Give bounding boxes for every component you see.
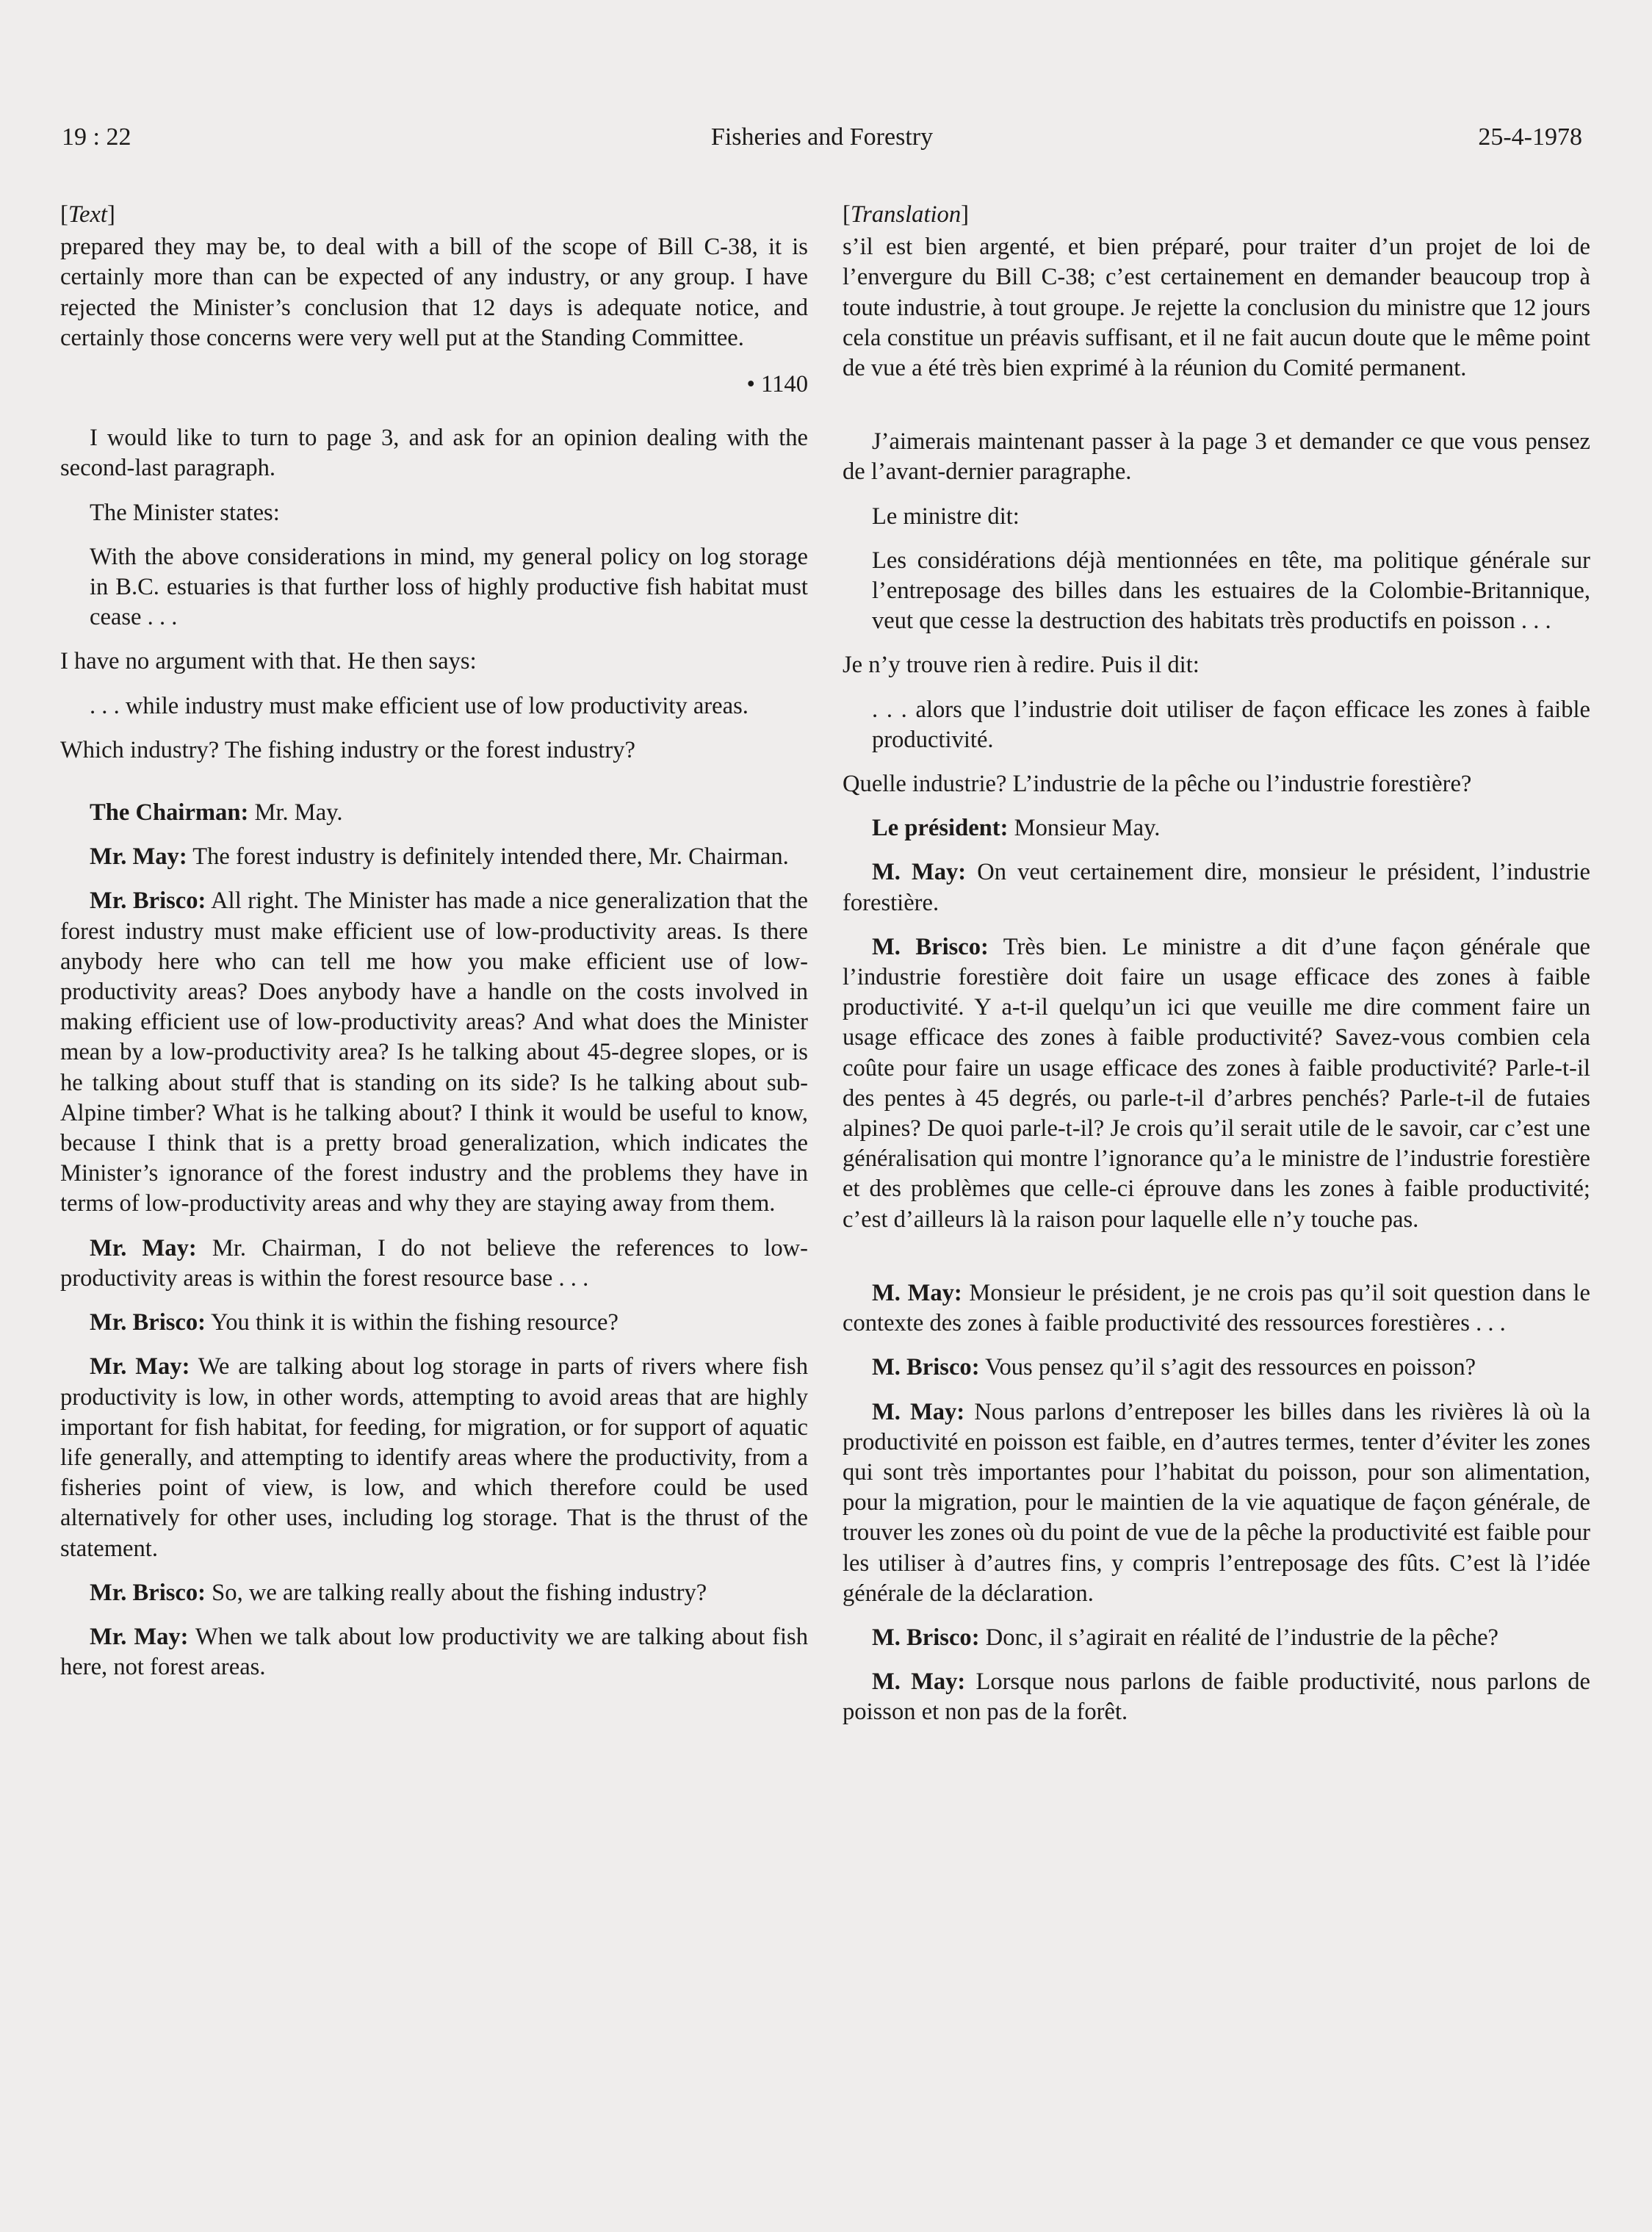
paragraph: s’il est bien argenté, et bien préparé, pour traiter d’un projet de loi de l’envergure du Bill C-38; c’est certainement en demander beaucoup trop à toute industrie, à tout groupe. Je rejette la conclusion du ministre que 12 jours cela constitue un préavis suffisant, et il ne fait aucun doute que le même point de vue a été très bien exprimé à la réunion du Comité permanent. [843,234,1590,382]
speaker-name: M. Brisco: [872,1624,980,1651]
speaker-name: M. Brisco: [872,933,989,960]
page-date: 25-4-1978 [1478,123,1582,151]
speech: Mr. May: Mr. Chairman, I do not believe the references to low-productivity areas is within the forest resource base . . . [60,1234,808,1292]
speech: Le président: Monsieur May. [872,815,1161,842]
english-column [60,200,808,1696]
block-quote: With the above considerations in mind, my general policy on log storage in B.C. estuaries is that further loss of highly productive fish habitat must cease . . . [90,543,808,631]
column-label: [Text] [60,201,115,228]
speech: Mr. May: We are talking about log storage in parts of rivers where fish productivity is low, in other words, attempting to avoid areas that are highly important for fish habitat, for feeding, for migration, or for support of aquatic life generally, and attempting to identify areas where the productivity, from a fisheries point of view, is low, and which therefore could be used alternatively for other uses, including log storage. That is the thrust of the statement. [60,1353,808,1562]
speech: Mr. Brisco: All right. The Minister has made a nice generalization that the forest industry must make efficient use of low-productivity areas. Is there anybody here who can tell me how you make efficient use of low-productivity areas? Does anybody have a handle on the costs involved in making efficient use of low-productivity areas? And what does the Minister mean by a low-productivity area? Is he talking about 45-degree slopes, or is he talking about stuff that is standing on its side? Is he talking about sub-Alpine timber? What is he talking about? I think it would be useful to know, because I think that is a pretty broad generalization, which indicates the Minister’s ignorance of the forest industry and the problems they have in terms of low-productivity areas and why they are staying away from them. [60,888,808,1217]
block-quote: . . . alors que l’industrie doit utiliser de façon efficace les zones à faible productivité. [872,696,1590,753]
paragraph: prepared they may be, to deal with a bill of the scope of Bill C-38, it is certainly more than can be expected of any industry, or any group. I have rejected the Minister’s conclusion that 12 days is adequate notice, and certainly those concerns were very well put at the Standing Committee. [60,234,808,351]
paragraph: I have no argument with that. He then says: [60,648,477,675]
speaker-name: Mr. May: [90,843,187,871]
speaker-name: M. May: [872,1398,965,1425]
speaker-name: Mr. Brisco: [90,888,206,915]
page-number: 19 : 22 [62,123,131,151]
page-header [62,123,1582,160]
speech: Mr. May: The forest industry is definitely intended there, Mr. Chairman. [90,843,789,871]
speech: Mr. May: When we talk about low productivity we are talking about fish here, not forest areas. [60,1623,808,1681]
speaker-name: Mr. May: [90,1234,197,1261]
time-marker: • 1140 [746,371,808,398]
speech: M. May: Monsieur le président, je ne crois pas qu’il soit question dans le contexte des zones à faible productivité des ressources forestières . . . [843,1279,1590,1337]
speech: M. May: On veut certainement dire, monsieur le président, l’industrie forestière. [843,859,1590,916]
spacer [843,1249,1590,1278]
paragraph: The Minister states: [90,499,280,526]
speaker-name: Le président: [872,815,1009,842]
running-title: Fisheries and Forestry [710,123,934,151]
paragraph: Which industry? The fishing industry or the forest industry? [60,736,635,763]
speaker-name: M. Brisco: [872,1354,980,1381]
speaker-name: Mr. May: [90,1623,189,1650]
speaker-name: Mr. May: [90,1353,190,1380]
paragraph: Je n’y trouve rien à redire. Puis il dit: [843,652,1200,679]
speech: The Chairman: Mr. May. [90,799,343,827]
french-column [843,200,1590,1742]
speech: M. May: Lorsque nous parlons de faible productivité, nous parlons de poisson et non pas de la forêt. [843,1668,1590,1726]
speaker-name: Mr. Brisco: [90,1579,206,1606]
speech: M. Brisco: Vous pensez qu’il s’agit des ressources en poisson? [872,1354,1476,1381]
column-label: [Translation] [843,201,969,228]
speaker-name: M. May: [872,859,967,886]
paragraph: Quelle industrie? L’industrie de la pêche ou l’industrie forestière? [843,771,1472,798]
paragraph: I would like to turn to page 3, and ask for an opinion dealing with the second-last paragraph. [60,425,808,482]
paragraph: Le ministre dit: [872,503,1020,530]
spacer [843,397,1590,427]
speech: M. Brisco: Très bien. Le ministre a dit d’une façon générale que l’industrie forestière doit faire un usage efficace des zones à faible productivité. Y a-t-il quelqu’un ici que veuille me dire comment faire un usage efficace des zones à faible productivité? Savez-vous combien cela coûte pour faire un usage efficace des zones à faible productivité? Parle-t-il des pentes à 45 degrés, ou parle-t-il d’arbres penchés? Parle-t-il de futaies alpines? De quoi parle-t-il? Je crois qu’il serait utile de le savoir, car c’est une généralisation qui montre l’ignorance qu’a le ministre de l’industrie forestière et des problèmes que celle-ci éprouve dans les zones à faible productivité; c’est d’ailleurs là la raison pour laquelle elle n’y touche pas. [843,933,1590,1233]
block-quote: . . . while industry must make efficient use of low productivity areas. [90,692,749,719]
speaker-name: Mr. Brisco: [90,1309,206,1336]
speech: M. Brisco: Donc, il s’agirait en réalité de l’industrie de la pêche? [872,1624,1499,1651]
paragraph: J’aimerais maintenant passer à la page 3 et demander ce que vous pensez de l’avant-dernier paragraphe. [843,428,1590,486]
speaker-name: M. May: [872,1668,966,1696]
speech: Mr. Brisco: You think it is within the fishing resource? [90,1309,618,1336]
speech: M. May: Nous parlons d’entreposer les billes dans les rivières là où la productivité en poisson est faible, en d’autres termes, tenter d’éviter les zones qui sont très importantes pour l’habitat du poisson, pour son alimentation, pour la migration, pour le maintien de la vie aquatique de façon générale, de trouver les zones où du point de vue de la pêche la productivité est faible pour les utiliser à d’autres fins, y compris l’entreposage des fûts. C’est là l’idée générale de la déclaration. [843,1398,1590,1607]
block-quote: Les considérations déjà mentionnées en tête, ma politique générale sur l’entreposage des billes dans les estuaires de la Colombie-Britannique, veut que cesse la destruction des habitats très productifs en poisson . . . [872,547,1590,635]
speech: Mr. Brisco: So, we are talking really about the fishing industry? [90,1579,707,1606]
speaker-name: M. May: [872,1279,962,1306]
speaker-name: The Chairman: [90,799,249,827]
